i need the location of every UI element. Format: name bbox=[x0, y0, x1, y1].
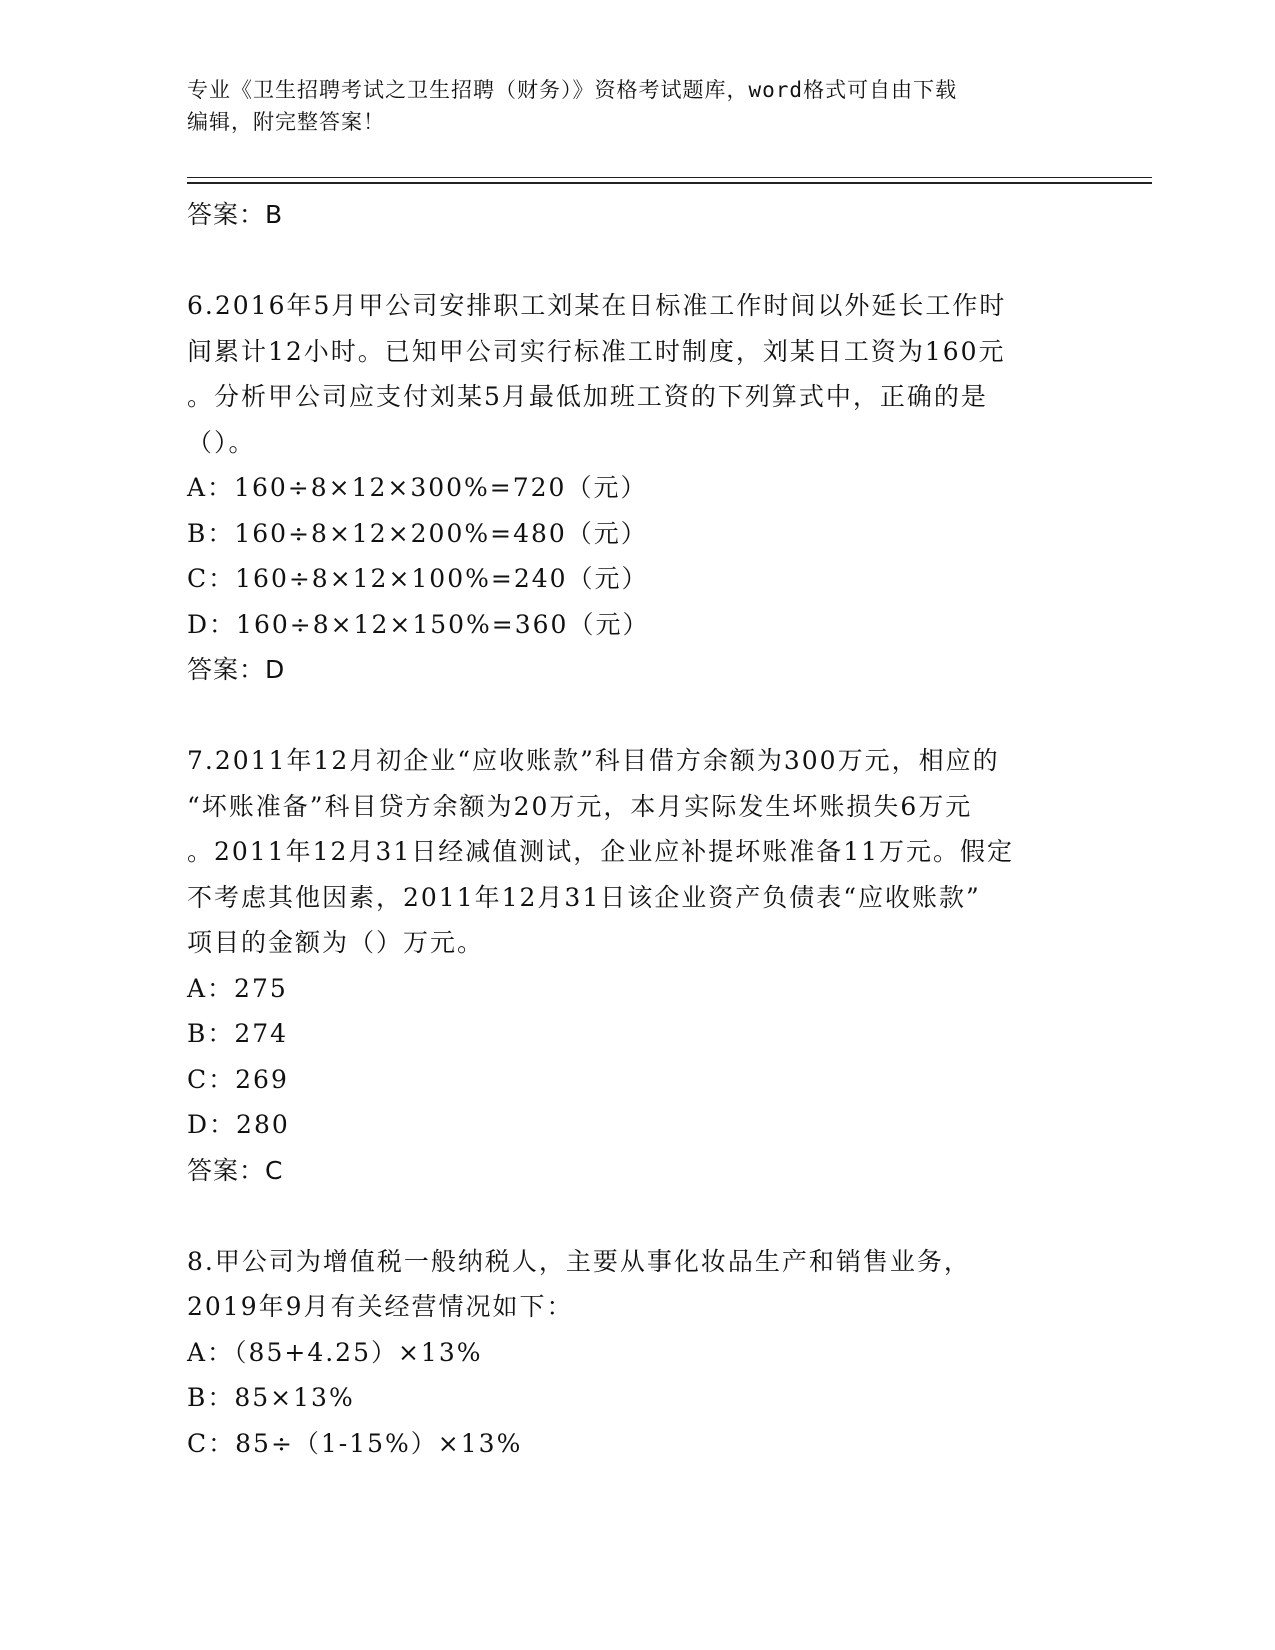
option-a: A：160÷8×12×300%=720（元） bbox=[187, 473, 648, 502]
option-a: A：275 bbox=[187, 973, 288, 1003]
option-d: D：160÷8×12×150%=360（元） bbox=[187, 609, 650, 639]
option-c: C：269 bbox=[187, 1064, 289, 1094]
question-7 bbox=[187, 738, 1087, 1193]
option-b: B：274 bbox=[187, 1019, 289, 1048]
option-b: B：160÷8×12×200%=480（元） bbox=[187, 518, 648, 548]
answer-label: 答案：B bbox=[187, 200, 284, 229]
header-divider-thick bbox=[187, 182, 1152, 184]
answer-label: 答案：D bbox=[187, 655, 286, 684]
header-line-1: 专业《卫生招聘考试之卫生招聘（财务）》资格考试题库，word格式可自由下载 bbox=[187, 78, 958, 102]
question-text-line: 2019年9月有关经营情况如下： bbox=[187, 1292, 574, 1321]
question-text-line: “坏账准备”科目贷方余额为20万元，本月实际发生坏账损失6万元 bbox=[187, 791, 973, 821]
header-divider-thin bbox=[187, 177, 1152, 178]
answer-label: 答案：C bbox=[187, 1155, 284, 1185]
header-line-2: 编辑，附完整答案！ bbox=[187, 110, 385, 134]
option-d: D：280 bbox=[187, 1110, 290, 1139]
spacer bbox=[187, 693, 1087, 739]
question-text-line: 不考虑其他因素，2011年12月31日该企业资产负债表“应收账款” bbox=[187, 882, 981, 912]
question-text-line: 项目的金额为（）万元。 bbox=[187, 928, 485, 957]
question-text-line: 间累计12小时。已知甲公司实行标准工时制度，刘某日工资为160元 bbox=[187, 336, 1006, 366]
question-text-line: 6.2016年5月甲公司安排职工刘某在日标准工作时间以外延长工作时 bbox=[187, 291, 1007, 320]
spacer bbox=[187, 1193, 1087, 1239]
option-c: C：160÷8×12×100%=240（元） bbox=[187, 564, 649, 593]
question-text-line: 。2011年12月31日经减值测试，企业应补提坏账准备11万元。假定 bbox=[187, 837, 1015, 866]
question-6 bbox=[187, 283, 1087, 693]
question-text-line: （）。 bbox=[187, 427, 256, 457]
question-8 bbox=[187, 1239, 1087, 1467]
option-c: C：85÷（1-15%）×13% bbox=[187, 1428, 523, 1458]
document-body bbox=[187, 192, 1087, 1466]
document-header bbox=[187, 74, 1087, 138]
spacer bbox=[187, 238, 1087, 284]
question-text-line: 。分析甲公司应支付刘某5月最低加班工资的下列算式中，正确的是 bbox=[187, 382, 988, 411]
option-b: B：85×13% bbox=[187, 1383, 355, 1412]
question-text-line: 7.2011年12月初企业“应收账款”科目借方余额为300万元，相应的 bbox=[187, 746, 1000, 775]
question-text-line: 8.甲公司为增值税一般纳税人，主要从事化妆品生产和销售业务， bbox=[187, 1246, 971, 1276]
option-a: A：（85+4.25）×13% bbox=[187, 1337, 483, 1367]
